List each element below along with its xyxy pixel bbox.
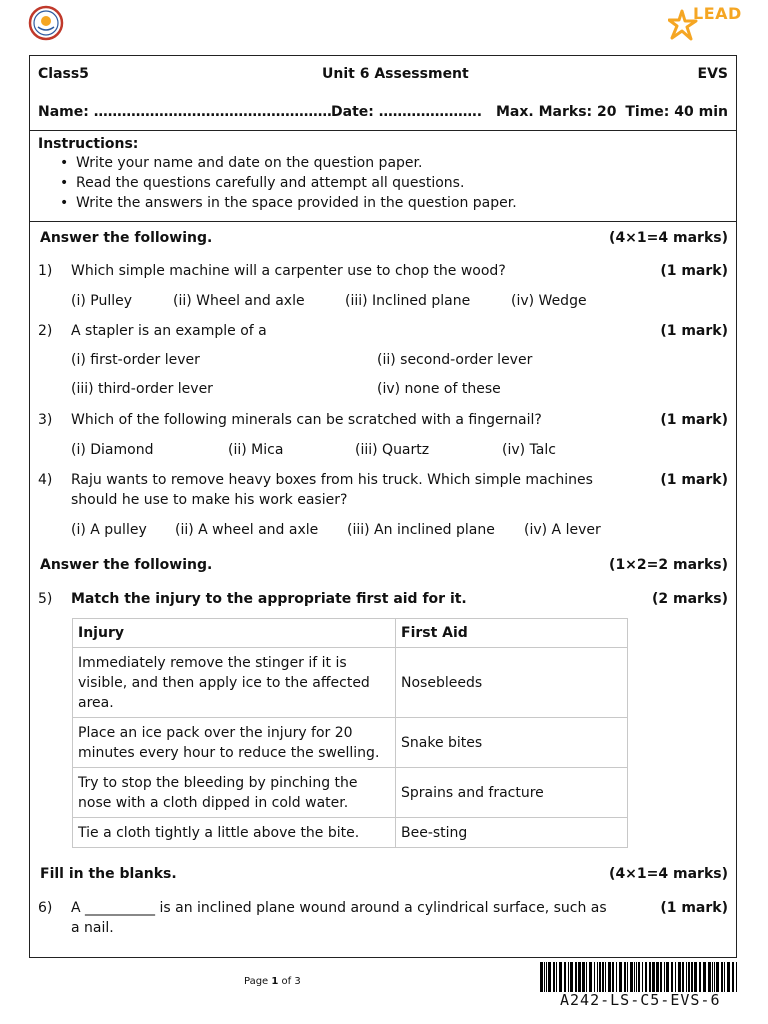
option[interactable]: (ii) Mica (228, 442, 284, 458)
barcode-bar (548, 962, 551, 992)
barcode-bar (624, 962, 626, 992)
barcode-bar (540, 962, 543, 992)
match-table (72, 618, 628, 848)
lead-logo-text: LEAD (693, 4, 742, 23)
injury-cell: Tie a cloth tightly a little above the bite. (73, 818, 396, 848)
option[interactable]: (iii) third-order lever (71, 381, 213, 397)
barcode-bar (578, 962, 581, 992)
injury-cell: Immediately remove the stinger if it is visible, and then apply ice to the affected area. (73, 648, 396, 718)
page-suffix: of 3 (278, 976, 301, 987)
barcode-bar (686, 962, 687, 992)
barcode-bar (694, 962, 697, 992)
barcode-bar (642, 962, 643, 992)
barcode-bar (605, 962, 606, 992)
school-emblem-logo (28, 5, 64, 41)
option[interactable]: (i) A pulley (71, 522, 147, 538)
barcode-bar (682, 962, 684, 992)
first-aid-cell[interactable]: Bee-sting (396, 818, 628, 848)
barcode-bar (608, 962, 611, 992)
barcode-bar (724, 962, 725, 992)
barcode-bar (664, 962, 665, 992)
barcode-bar (691, 962, 693, 992)
first-aid-cell[interactable]: Snake bites (396, 718, 628, 768)
question-marks: (1 mark) (660, 412, 728, 428)
question-marks: (1 mark) (660, 263, 728, 279)
barcode-bar (546, 962, 547, 992)
option[interactable]: (iv) none of these (377, 381, 501, 397)
divider (30, 130, 736, 131)
section-marks: (1×2=2 marks) (609, 557, 728, 573)
barcode (538, 962, 742, 992)
barcode-bar (553, 962, 555, 992)
barcode-bar (666, 962, 669, 992)
instructions-list (30, 153, 736, 213)
option[interactable]: (i) first-order lever (71, 352, 200, 368)
question-number: 1) (38, 263, 53, 279)
barcode-bar (586, 962, 587, 992)
page-current: 1 (271, 976, 279, 987)
barcode-bar (736, 962, 737, 992)
barcode-bar (660, 962, 662, 992)
date-field[interactable]: Date: …………………. (331, 104, 483, 120)
section-marks: (4×1=4 marks) (609, 230, 728, 246)
instruction-item: • Read the questions carefully and attempt all questions. (76, 173, 736, 193)
question-text: should he use to make his work easier? (71, 492, 348, 508)
table-row (73, 768, 628, 818)
barcode-bar (597, 962, 598, 992)
question-text: A __________ is an inclined plane wound around a cylindrical surface, such as (71, 900, 607, 916)
option[interactable]: (iii) Inclined plane (345, 293, 471, 309)
page-number (244, 976, 301, 987)
instructions-heading: Instructions: (38, 136, 139, 152)
question-marks: (1 mark) (660, 472, 728, 488)
question-marks: (1 mark) (660, 900, 728, 916)
barcode-bar (688, 962, 690, 992)
barcode-bar (582, 962, 585, 992)
question-text: A stapler is an example of a (71, 323, 267, 339)
barcode-bar (564, 962, 566, 992)
section-title: Fill in the blanks. (40, 866, 177, 882)
barcode-bar (727, 962, 730, 992)
barcode-bar (721, 962, 723, 992)
question-marks: (1 mark) (660, 323, 728, 339)
barcode-bar (616, 962, 617, 992)
section-title: Answer the following. (40, 557, 213, 573)
option[interactable]: (ii) A wheel and axle (175, 522, 319, 538)
option[interactable]: (iii) Quartz (355, 442, 430, 458)
time-label: Time: 40 min (625, 104, 728, 120)
injury-cell: Try to stop the bleeding by pinching the nose with a cloth dipped in cold water. (73, 768, 396, 818)
question-text: Raju wants to remove heavy boxes from his truck. Which simple machines (71, 472, 593, 488)
question-number: 2) (38, 323, 53, 339)
question-text: Which of the following minerals can be scratched with a fingernail? (71, 412, 542, 428)
option[interactable]: (iv) A lever (524, 522, 601, 538)
barcode-bar (699, 962, 701, 992)
barcode-bar (556, 962, 557, 992)
question-number: 6) (38, 900, 53, 916)
question-marks: (2 marks) (652, 591, 728, 607)
barcode-bar (630, 962, 633, 992)
first-aid-cell[interactable]: Sprains and fracture (396, 768, 628, 818)
barcode-bar (599, 962, 601, 992)
page-title: Unit 6 Assessment (322, 66, 469, 82)
column-header-first-aid: First Aid (396, 619, 628, 648)
option[interactable]: (iii) An inclined plane (347, 522, 495, 538)
barcode-bar (675, 962, 676, 992)
barcode-bar (716, 962, 719, 992)
page-prefix: Page (244, 976, 272, 987)
table-row (73, 648, 628, 718)
column-header-injury: Injury (73, 619, 396, 648)
barcode-bar (712, 962, 713, 992)
first-aid-cell[interactable]: Nosebleeds (396, 648, 628, 718)
question-paper-frame (29, 55, 737, 958)
question-number: 3) (38, 412, 53, 428)
instruction-item: • Write the answers in the space provided in the question paper. (76, 193, 736, 213)
barcode-bar (645, 962, 647, 992)
barcode-bar (627, 962, 628, 992)
barcode-bar (703, 962, 706, 992)
barcode-bar (575, 962, 577, 992)
subject-label: EVS (697, 66, 728, 82)
barcode-bar (570, 962, 573, 992)
name-field[interactable]: Name: …………………………………………… (38, 104, 332, 120)
barcode-bar (594, 962, 595, 992)
barcode-bar (634, 962, 635, 992)
table-row (73, 818, 628, 848)
option[interactable]: (ii) Wheel and axle (173, 293, 305, 309)
question-number: 5) (38, 591, 53, 607)
question-text: Match the injury to the appropriate first aid for it. (71, 591, 467, 607)
section-marks: (4×1=4 marks) (609, 866, 728, 882)
question-text: Which simple machine will a carpenter use to chop the wood? (71, 263, 506, 279)
section-title: Answer the following. (40, 230, 213, 246)
question-text: a nail. (71, 920, 114, 936)
option[interactable]: (i) Diamond (71, 442, 154, 458)
barcode-bar (649, 962, 651, 992)
instruction-item: • Write your name and date on the question paper. (76, 153, 736, 173)
table-row (73, 718, 628, 768)
option[interactable]: (iv) Talc (502, 442, 556, 458)
barcode-bar (671, 962, 673, 992)
injury-cell: Place an ice pack over the injury for 20 minutes every hour to reduce the swelling. (73, 718, 396, 768)
lead-logo (668, 3, 748, 43)
option[interactable]: (i) Pulley (71, 293, 133, 309)
barcode-bar (559, 962, 562, 992)
barcode-bar (678, 962, 681, 992)
barcode-bar (544, 962, 545, 992)
table-header-row (73, 619, 628, 648)
barcode-bar (638, 962, 640, 992)
divider (30, 221, 736, 222)
question-number: 4) (38, 472, 53, 488)
barcode-bar (656, 962, 659, 992)
barcode-bar (619, 962, 622, 992)
max-marks-label: Max. Marks: 20 (496, 104, 617, 120)
barcode-bar (568, 962, 569, 992)
option[interactable]: (iv) Wedge (511, 293, 587, 309)
barcode-bar (602, 962, 604, 992)
barcode-bar (612, 962, 614, 992)
barcode-bar (732, 962, 734, 992)
barcode-bar (652, 962, 655, 992)
barcode-bar (636, 962, 637, 992)
option[interactable]: (ii) second-order lever (377, 352, 533, 368)
class-label: Class5 (38, 66, 89, 82)
barcode-bar (589, 962, 592, 992)
barcode-bar (708, 962, 711, 992)
barcode-bar (714, 962, 715, 992)
barcode-text: A242-LS-C5-EVS-6 (560, 991, 721, 1009)
